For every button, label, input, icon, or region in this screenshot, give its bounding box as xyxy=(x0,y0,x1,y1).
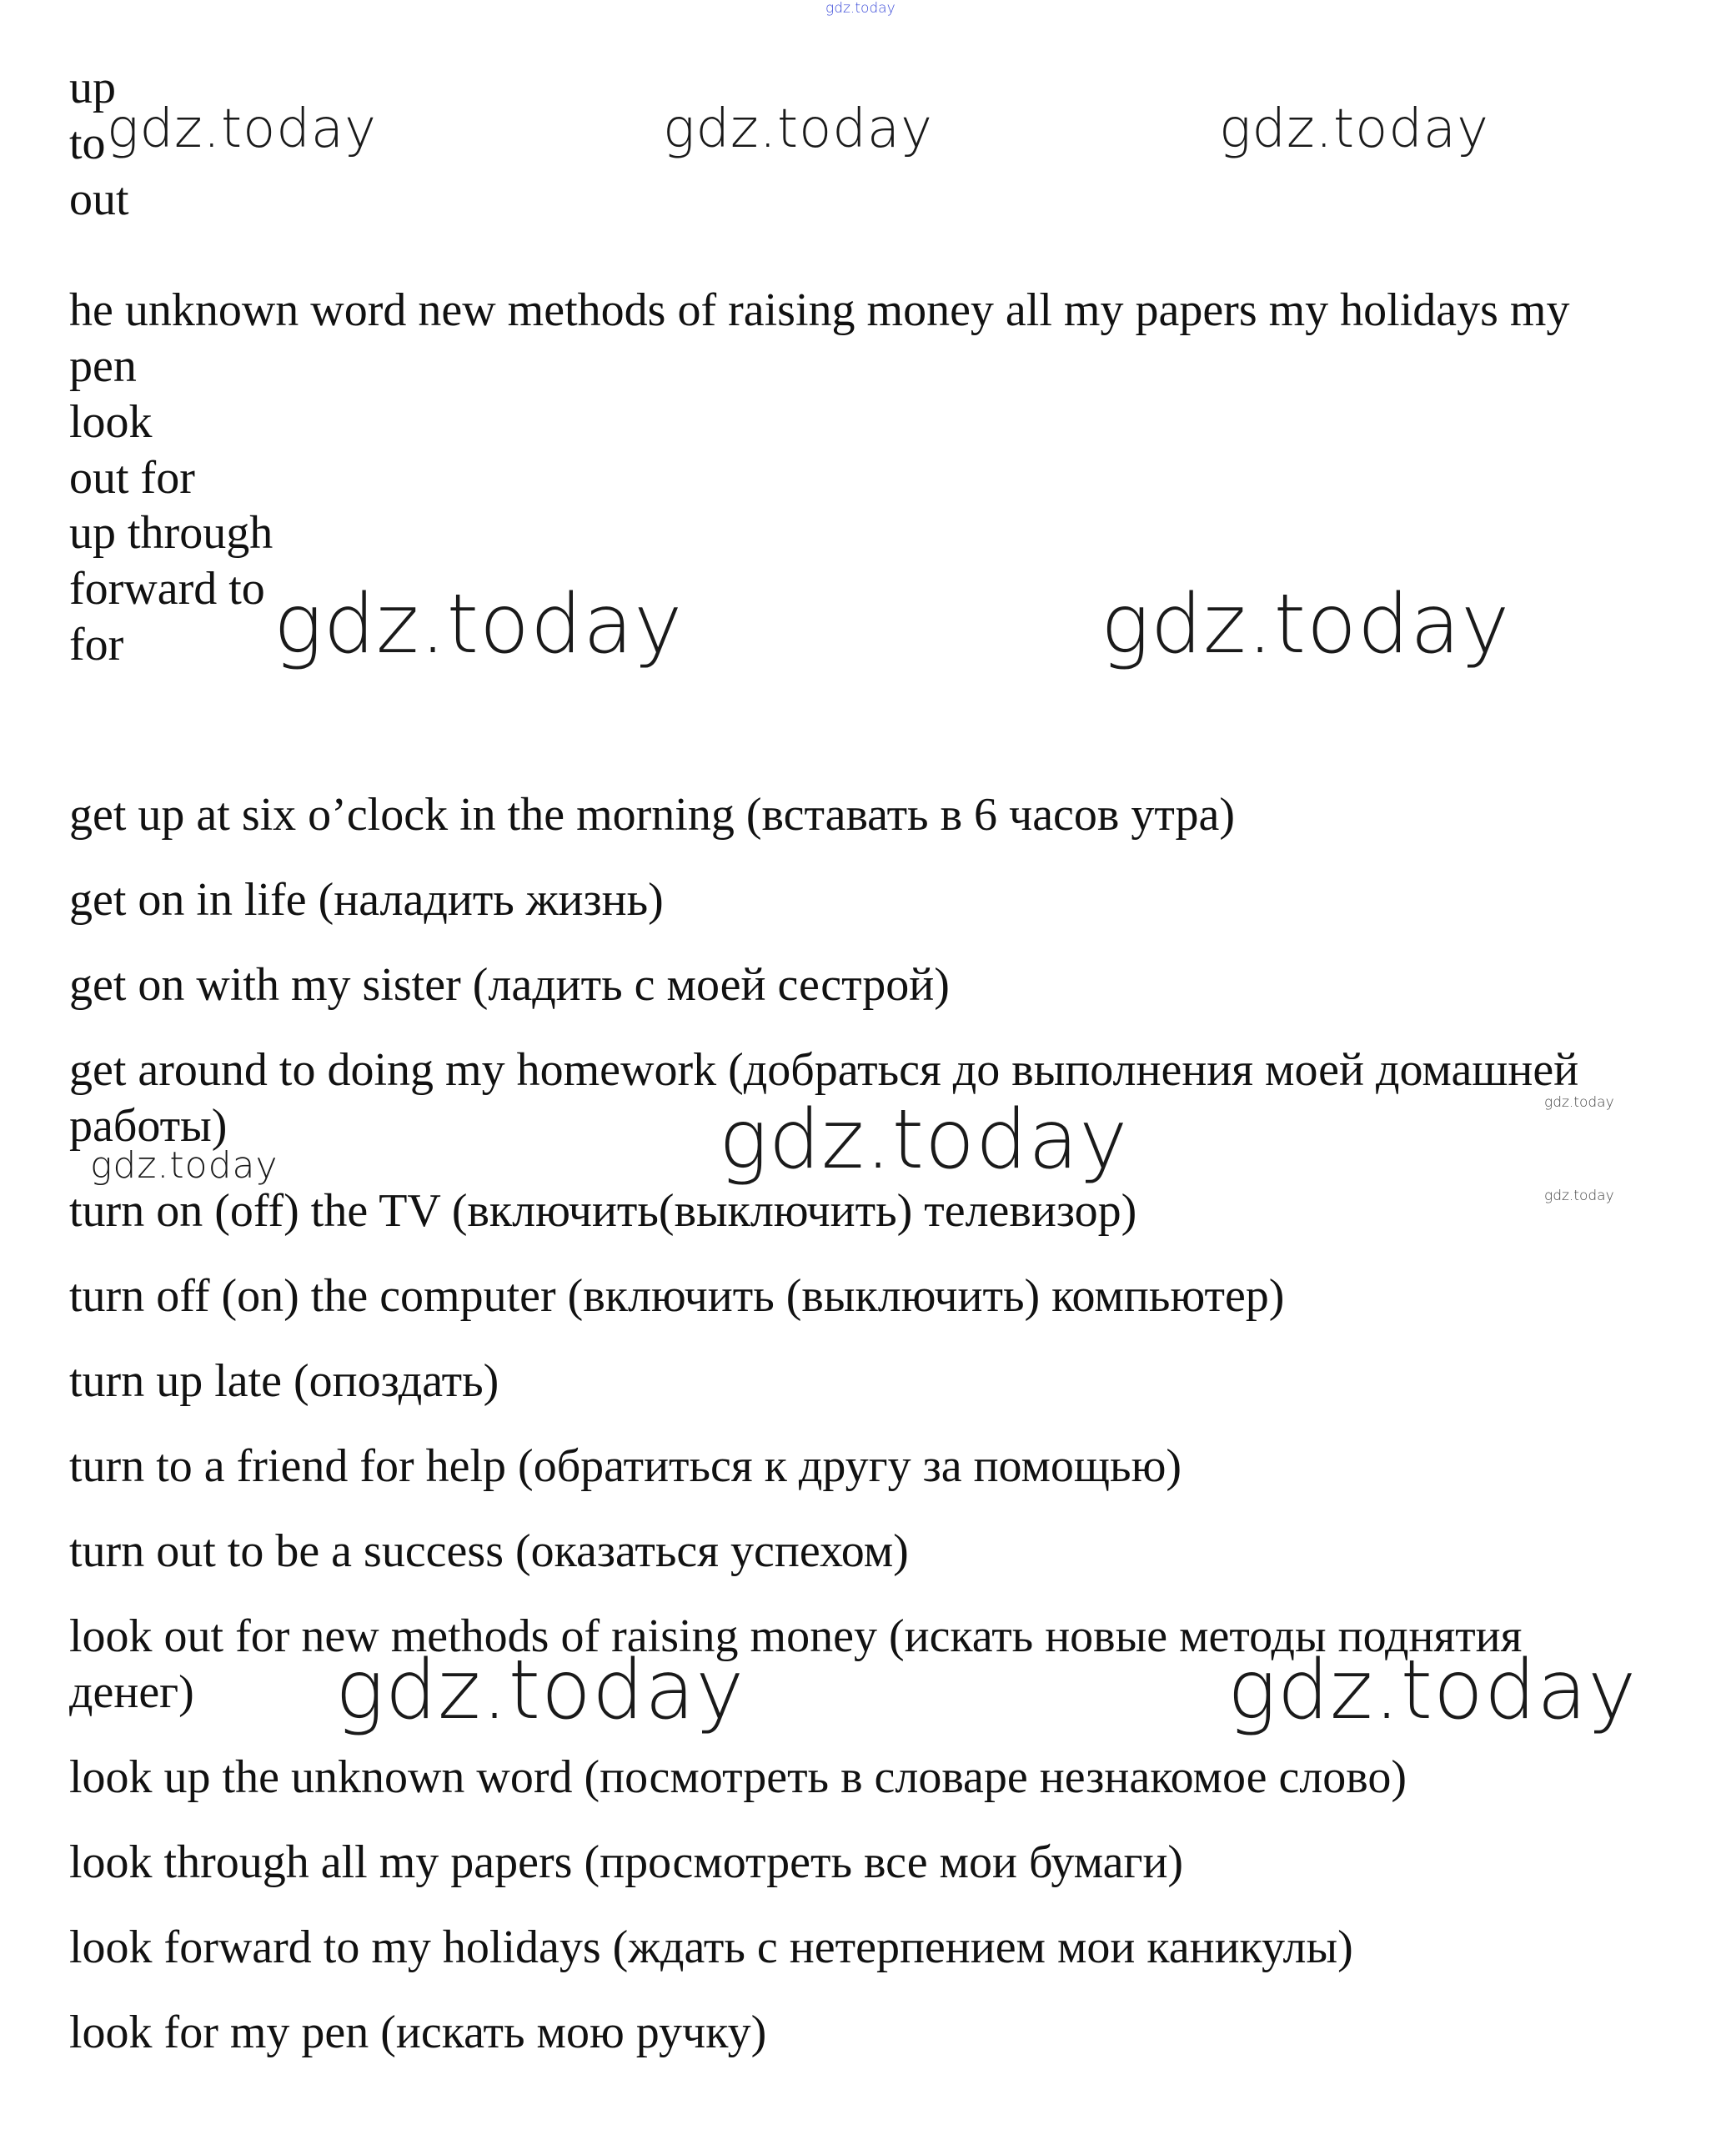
phrase-line: turn off (on) the computer (включить (выключить) компьютер) xyxy=(69,1270,1285,1322)
answer-line: forward to xyxy=(69,563,265,615)
phrase-line: get around to doing my homework (добраться до выполнения моей домашней xyxy=(69,1044,1579,1096)
answer-line: he unknown word new methods of raising money all my papers my holidays my xyxy=(69,284,1570,336)
phrase-line: turn on (off) the TV (включить(выключить) телевизор) xyxy=(69,1185,1137,1237)
answer-line: to xyxy=(69,118,106,169)
watermark-small: gdz.today xyxy=(1544,1094,1614,1111)
watermark: gdz.today xyxy=(107,98,377,160)
phrase-line: get on with my sister (ладить с моей сестрой) xyxy=(69,959,950,1011)
answer-line: for xyxy=(69,619,124,671)
watermark: gdz.today xyxy=(1219,98,1489,160)
phrase-line: turn to a friend for help (обратиться к другу за помощью) xyxy=(69,1440,1182,1492)
answer-line: look xyxy=(69,396,153,448)
phrase-line: turn up late (опоздать) xyxy=(69,1355,499,1407)
phrase-line: look forward to my holidays (ждать с нетерпением мои каникулы) xyxy=(69,1921,1353,1973)
watermark-small: gdz.today xyxy=(1544,1188,1614,1204)
phrase-line: денег) xyxy=(69,1666,194,1718)
answer-line: pen xyxy=(69,340,137,392)
watermark: gdz.today xyxy=(663,98,933,160)
answer-line: out for xyxy=(69,452,195,504)
phrase-line: get on in life (наладить жизнь) xyxy=(69,874,664,926)
watermark: gdz.today xyxy=(1101,577,1511,672)
phrase-line: look for my pen (искать мою ручку) xyxy=(69,2007,767,2058)
watermark-top: gdz.today xyxy=(825,0,896,17)
phrase-line: работы) xyxy=(69,1100,228,1152)
watermark: gdz.today xyxy=(273,577,684,672)
watermark: gdz.today xyxy=(335,1643,745,1738)
watermark: gdz.today xyxy=(719,1093,1129,1188)
watermark: gdz.today xyxy=(90,1144,278,1187)
phrase-line: look through all my papers (просмотреть все мои бумаги) xyxy=(69,1836,1184,1888)
answer-line: up through xyxy=(69,507,273,559)
answer-line: up xyxy=(69,62,116,113)
phrase-line: get up at six o’clock in the morning (вставать в 6 часов утра) xyxy=(69,789,1236,841)
phrase-line: look up the unknown word (посмотреть в словаре незнакомое слово) xyxy=(69,1751,1407,1803)
watermark: gdz.today xyxy=(1227,1643,1638,1738)
phrase-line: turn out to be a success (оказаться успехом) xyxy=(69,1525,909,1577)
answer-line: out xyxy=(69,173,129,225)
phrase-line: look out for new methods of raising money (искать новые методы поднятия xyxy=(69,1610,1523,1662)
